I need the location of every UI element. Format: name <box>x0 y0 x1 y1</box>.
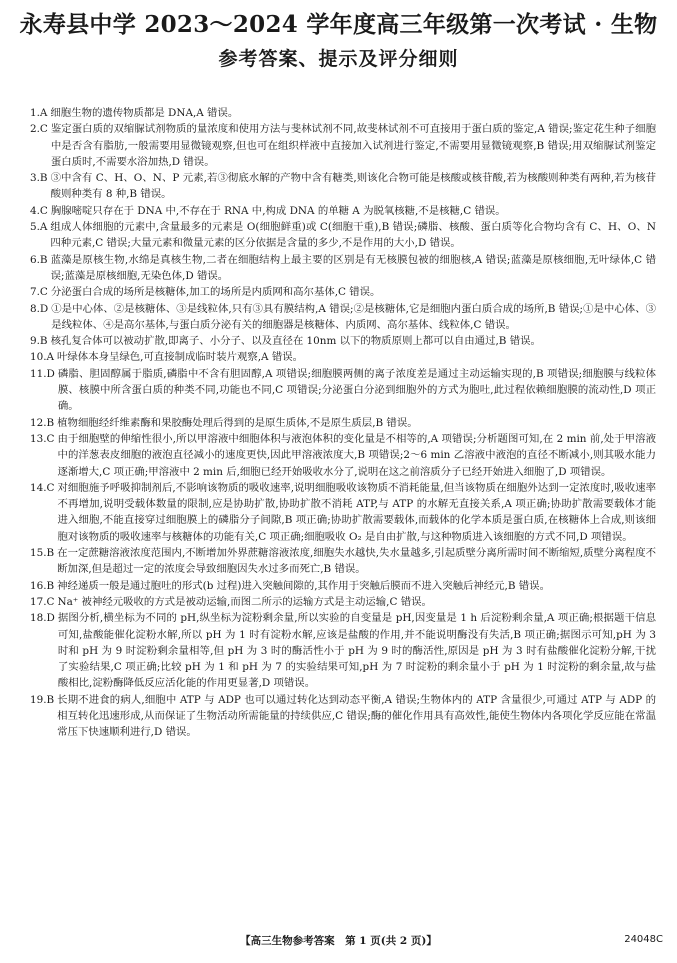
answer-explanation: ①是中心体、②是核糖体、③是线粒体,只有③具有膜结构,A 错误;②是核糖体,它是细胞内蛋白质合成的场所,B 错误;①是中心体、③是线粒体、④是高尔基体,与蛋白质分泌有关的细胞器是核糖体、内质网、高尔基体、线粒体,C 错误。 <box>51 302 656 331</box>
answer-item <box>30 610 656 691</box>
answer-number: 5.A <box>30 221 48 234</box>
answer-number: 18.D <box>30 612 55 625</box>
answer-explanation: 由于细胞壁的伸缩性很小,所以甲溶液中细胞体积与液泡体积的变化量是不相等的,A 项错误;分析题图可知,在 2 min 前,处于甲溶液中的洋葱表皮细胞的液泡直径减小的速度更快,因此甲溶液浓度大,B 项错误;2～6 min 乙溶液中液泡的直径不断减小,则其吸水能力逐渐增大,C 项正确;甲溶液中 2 min 后,细胞已经开始吸收水分了,说明在这之前溶质分子已经开始进入细胞了,D 项错误。 <box>57 432 656 478</box>
answer-item <box>30 203 656 219</box>
answer-item <box>30 594 656 610</box>
answer-explanation: 胸腺嘧啶只存在于 DNA 中,不存在于 RNA 中,构成 DNA 的单糖 A 为脱氧核糖,不是核糖,C 错误。 <box>50 204 506 217</box>
answer-item <box>30 170 656 203</box>
answer-explanation: ③中含有 C、H、O、N、P 元素,若③彻底水解的产物中含有糖类,则该化合物可能是核酸或核苷酸,若为核酸则种类有两种,若为核苷酸则种类有 8 种,B 错误。 <box>50 172 656 201</box>
answer-item <box>30 431 656 480</box>
answer-number: 13.C <box>30 432 55 445</box>
answer-item <box>30 545 656 578</box>
answer-number: 2.C <box>30 123 48 136</box>
answer-number: 7.C <box>30 286 48 299</box>
answer-number: 10.A <box>30 351 55 364</box>
answer-number: 8.D <box>30 302 49 315</box>
answer-explanation: Na⁺ 被神经元吸收的方式是被动运输,而图二所示的运输方式是主动运输,C 错误。 <box>57 595 432 608</box>
page-footer: 【高三生物参考答案 第 1 页(共 2 页)】 <box>240 935 437 947</box>
answer-explanation: 对细胞施予呼吸抑制剂后,不影响该物质的吸收速率,说明细胞吸收该物质不消耗能量,但当该物质在细胞外达到一定浓度时,吸收速率不再增加,说明受载体数量的限制,应是协助扩散,协助扩散不消耗 ATP,与 ATP 的水解无直接关系,A 项正确;协助扩散需要载体才能进入细胞,不能直接穿过细胞膜上的磷脂分子间隙,B 项正确;协助扩散需要载体,而载体的化学本质是蛋白质,在核糖体上合成,则该细胞对该物质的吸收速率与核糖体的功能有关,C 项正确;细胞吸收 O₂ 是自由扩散,与这种物质进入该细胞的方式不同,D 项错误。 <box>57 481 656 543</box>
answer-item <box>30 301 656 334</box>
answer-item <box>30 366 656 415</box>
answer-explanation: 神经递质一般是通过胞吐的形式(b 过程)进入突触间隙的,其作用于突触后膜而不进入突触后神经元,B 错误。 <box>57 579 550 592</box>
page-title: 永寿县中学 2023～2024 学年度高三年级第一次考试 · 生物 <box>19 11 658 38</box>
answer-explanation: 在一定蔗糖溶液浓度范围内,不断增加外界蔗糖溶液浓度,细胞失水越快,失水量越多,引起质壁分离所需时间不断缩短,质壁分离程度不断加深,但是超过一定的浓度会导致细胞因失水过多而死亡,B 错误。 <box>57 547 656 576</box>
answer-item <box>30 105 656 121</box>
answer-number: 16.B <box>30 579 55 592</box>
answer-item <box>30 578 656 594</box>
answer-explanation: 鉴定蛋白质的双缩脲试剂物质的量浓度和使用方法与斐林试剂不同,故斐林试剂不可直接用于蛋白质的鉴定,A 错误;鉴定花生种子细胞中是否含有脂肪,一般需要用显微镜观察,但也可在组织样液中直接加入试剂进行鉴定,不需要用显微镜观察,B 错误;用双缩脲试剂鉴定蛋白质时,不需要水浴加热,D 错误。 <box>50 123 656 168</box>
answer-explanation: 蓝藻是原核生物,水绵是真核生物,二者在细胞结构上最主要的区别是有无核膜包被的细胞核,A 错误;蓝藻是原核细胞,无叶绿体,C 错误;蓝藻是原核细胞,无染色体,D 错误。 <box>50 253 656 282</box>
answer-number: 4.C <box>30 204 48 217</box>
answer-item <box>30 219 656 252</box>
answer-number: 17.C <box>30 595 55 608</box>
answer-item <box>30 692 656 741</box>
page-subtitle: 参考答案、提示及评分细则 <box>218 48 459 70</box>
answer-explanation: 组成人体细胞的元素中,含量最多的元素是 O(细胞鲜重)或 C(细胞干重),B 错误;磷脂、核酸、蛋白质等化合物均含有 C、H、O、N 四种元素,C 错误;大量元素和微量元素的区分依据是含量的多少,不是作用的大小,D 错误。 <box>50 221 656 250</box>
answer-explanation: 核孔复合体可以被动扩散,即离子、小分子、以及直径在 10nm 以下的物质原则上都可以自由通过,B 错误。 <box>50 335 541 348</box>
answer-explanation: 长期不进食的病人,细胞中 ATP 与 ADP 也可以通过转化达到动态平衡,A 错误;生物体内的 ATP 含量很少,可通过 ATP 与 ADP 的相互转化迅速形成,从而保证了生物活动所需能量的持续供应,C 错误;酶的催化作用具有高效性,能使生物体内各项化学反应能在常温常压下快速顺利进行,D 错误。 <box>57 693 656 739</box>
answer-item <box>30 480 656 545</box>
answer-number: 15.B <box>30 547 55 560</box>
answer-number: 6.B <box>30 253 48 266</box>
answer-list <box>30 105 656 920</box>
answer-explanation: 据图分析,横坐标为不同的 pH,纵坐标为淀粉剩余量,所以实验的自变量是 pH,因变量是 1 h 后淀粉剩余量,A 项正确;根据题干信息可知,盐酸能催化淀粉水解,所以 pH 为 1 时有淀粉水解,应该是盐酸的作用,并不能说明酶没有失活,B 项正确;据图示可知,pH 为 3 时和 pH 为 9 时淀粉剩余量相等,但 pH 为 3 时的酶活性小于 pH 为 9 时的酶活性,原因是 pH 为 3 时有盐酸催化淀粉分解,干扰了实验结果,C 项正确;比较 pH 为 1 和 pH 为 7 的实验结果可知,pH 为 7 时淀粉的剩余量小于 pH 为 1 时淀粉的剩余量,故与盐酸相比,淀粉酶降低反应活化能的作用更显著,D 项错误。 <box>57 612 656 690</box>
answer-explanation: 磷脂、胆固醇属于脂质,磷脂中不含有胆固醇,A 项错误;细胞膜两侧的离子浓度差是通过主动运输实现的,B 项错误;细胞膜与线粒体膜、核膜中所含蛋白质的种类不同,功能也不同,C 项错误;分泌蛋白分泌到细胞外的方式为胞吐,此过程依赖细胞膜的流动性,D 项正确。 <box>57 367 656 413</box>
answer-item <box>30 415 656 431</box>
answer-number: 19.B <box>30 693 55 706</box>
answer-item <box>30 121 656 170</box>
answer-explanation: 植物细胞经纤维素酶和果胶酶处理后得到的是原生质体,不是原生质层,B 错误。 <box>57 416 418 429</box>
answer-item <box>30 252 656 285</box>
answer-number: 3.B <box>30 172 48 185</box>
answer-number: 14.C <box>30 481 55 494</box>
answer-number: 11.D <box>30 367 55 380</box>
answer-number: 12.B <box>30 416 55 429</box>
answer-item <box>30 349 656 365</box>
answer-item <box>30 333 656 349</box>
answer-explanation: 细胞生物的遗传物质都是 DNA,A 错误。 <box>50 107 239 119</box>
answer-explanation: 叶绿体本身呈绿色,可直接制成临时装片观察,A 错误。 <box>57 351 304 364</box>
answer-number: 9.B <box>30 335 48 348</box>
document-code: 24048C <box>624 934 663 945</box>
answer-explanation: 分泌蛋白合成的场所是核糖体,加工的场所是内质网和高尔基体,C 错误。 <box>50 286 381 299</box>
answer-item <box>30 284 656 300</box>
answer-number: 1.A <box>30 107 48 119</box>
